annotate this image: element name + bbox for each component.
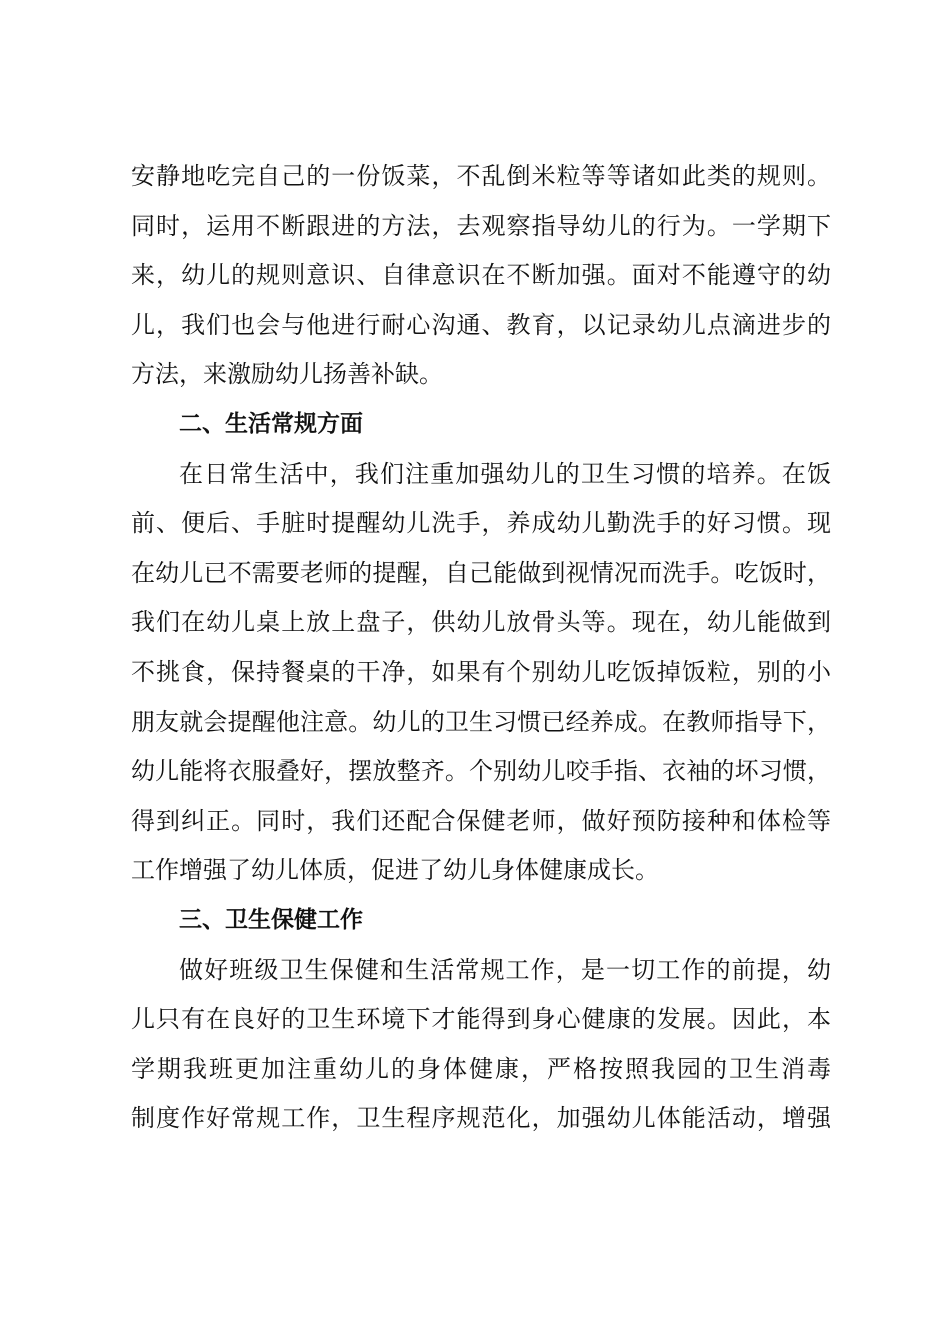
text-line: 做好班级卫生保健和生活常规工作，是一切工作的前提，幼: [179, 955, 831, 984]
text-line: 安静地吃完自己的一份饭菜，不乱倒米粒等等诸如此类的规则。: [131, 162, 831, 190]
paragraph-2: [131, 450, 831, 896]
text-line: 得到纠正。同时，我们还配合保健老师，做好预防接种和体检等: [131, 806, 831, 835]
text-line: 在幼儿已不需要老师的提醒，自己能做到视情况而洗手。吃饭时，: [131, 558, 831, 587]
text-line: 不挑食，保持餐桌的干净，如果有个别幼儿吃饭掉饭粒，别的小: [131, 657, 831, 686]
text-line: 同时，运用不断跟进的方法，去观察指导幼儿的行为。一学期下: [131, 211, 831, 240]
text-line: 学期我班更加注重幼儿的身体健康，严格按照我园的卫生消毒: [131, 1054, 831, 1083]
document-body: [131, 152, 831, 1144]
text-line: 儿，我们也会与他进行耐心沟通、教育，以记录幼儿点滴进步的: [131, 310, 831, 339]
text-line: 朋友就会提醒他注意。幼儿的卫生习惯已经养成。在教师指导下，: [131, 707, 831, 736]
section-heading-2: 二、生活常规方面: [179, 410, 363, 437]
text-line: 儿只有在良好的卫生环境下才能得到身心健康的发展。因此，本: [131, 1005, 831, 1034]
text-line: 幼儿能将衣服叠好，摆放整齐。个别幼儿咬手指、衣袖的坏习惯，: [131, 757, 831, 786]
text-line: 制度作好常规工作，卫生程序规范化，加强幼儿体能活动，增强: [131, 1104, 831, 1133]
text-line: 方法，来激励幼儿扬善补缺。: [131, 360, 443, 389]
section-heading-3: 三、卫生保健工作: [179, 906, 363, 933]
text-line: 我们在幼儿桌上放上盘子，供幼儿放骨头等。现在，幼儿能做到: [131, 608, 831, 637]
text-line: 工作增强了幼儿体质，促进了幼儿身体健康成长。: [131, 856, 659, 885]
paragraph-3: [131, 946, 831, 1144]
text-line: 前、便后、手脏时提醒幼儿洗手，养成幼儿勤洗手的好习惯。现: [131, 509, 831, 538]
text-line: 在日常生活中，我们注重加强幼儿的卫生习惯的培养。在饭: [179, 459, 831, 488]
paragraph-1: [131, 152, 831, 400]
text-line: 来，幼儿的规则意识、自律意识在不断加强。面对不能遵守的幼: [131, 261, 831, 290]
